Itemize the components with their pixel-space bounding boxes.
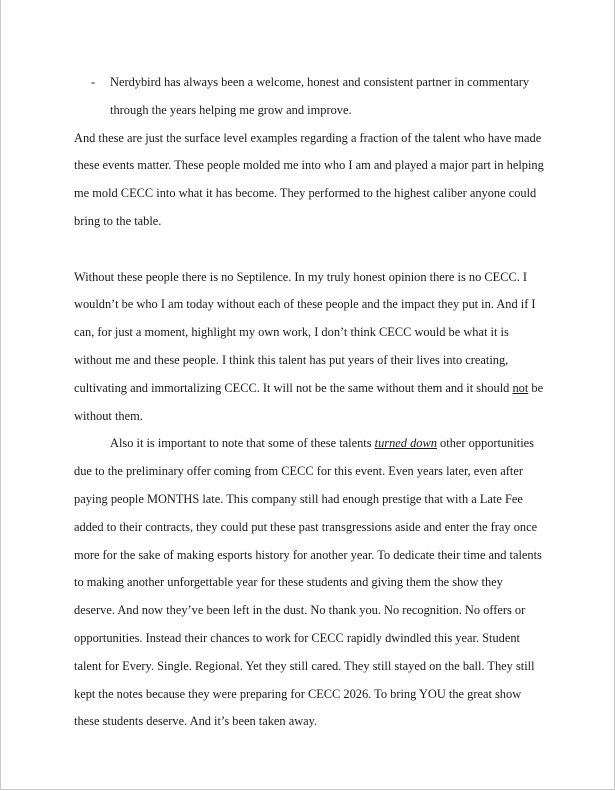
paragraph-no-septilence: [74, 264, 546, 431]
paragraph-text: Also it is important to note that some of these talents: [110, 436, 375, 451]
paragraph-text: be without them.: [74, 380, 544, 423]
bullet-text: Nerdybird has always been a welcome, honest and consistent partner in commentary through the years helping me grow and improve.: [110, 75, 530, 117]
paragraph-talent-examples: And these are just the surface level examples regarding a fraction of the talent who have made these events matter. These people molded me into who I am and played a major part in helping me mold CECC into what it has become. They performed to the highest caliber anyone could bring to the table.: [74, 130, 544, 228]
paragraph-spacer: [74, 236, 546, 264]
document-body: [74, 69, 546, 736]
italic-underlined-text: turned down: [374, 436, 437, 451]
underlined-text: not: [512, 380, 529, 395]
paragraph-text: other opportunities due to the preliminary offer coming from CECC for this event. Even years later, even after paying people MONTHS late. This company still had enough prestige that with a Late Fee added to their contracts, they could put these past transgressions aside and enter the fray once more for the sake of making esports history for another year. To dedicate their time and talents to making another unforgettable year for these students and giving them the show they deserve. And now they’ve been left in the dust. No thank you. No recognition. No offers or opportunities. Instead their chances to work for CECC rapidly dwindled this year. Student talent for Every. Single. Regional. Yet they still cared. They still stayed on the ball. They still kept the notes because they were preparing for CECC 2026. To bring YOU the great show these students deserve. And it’s been taken away.: [74, 436, 542, 729]
paragraph-turned-down: [74, 430, 546, 736]
bullet-marker: -: [91, 75, 96, 89]
bullet-item: [74, 69, 546, 125]
paragraph-text: Without these people there is no Septilence. In my truly honest opinion there is no CECC. I wouldn’t be who I am today without each of these people and the impact they put in. And if I can, for just a moment, highlight my own work, I don’t think CECC would be what it is without me and these people. I think this talent has put years of their lives into creating, cultivating and immortalizing CECC. It will not be the same without them and it should: [74, 269, 536, 395]
